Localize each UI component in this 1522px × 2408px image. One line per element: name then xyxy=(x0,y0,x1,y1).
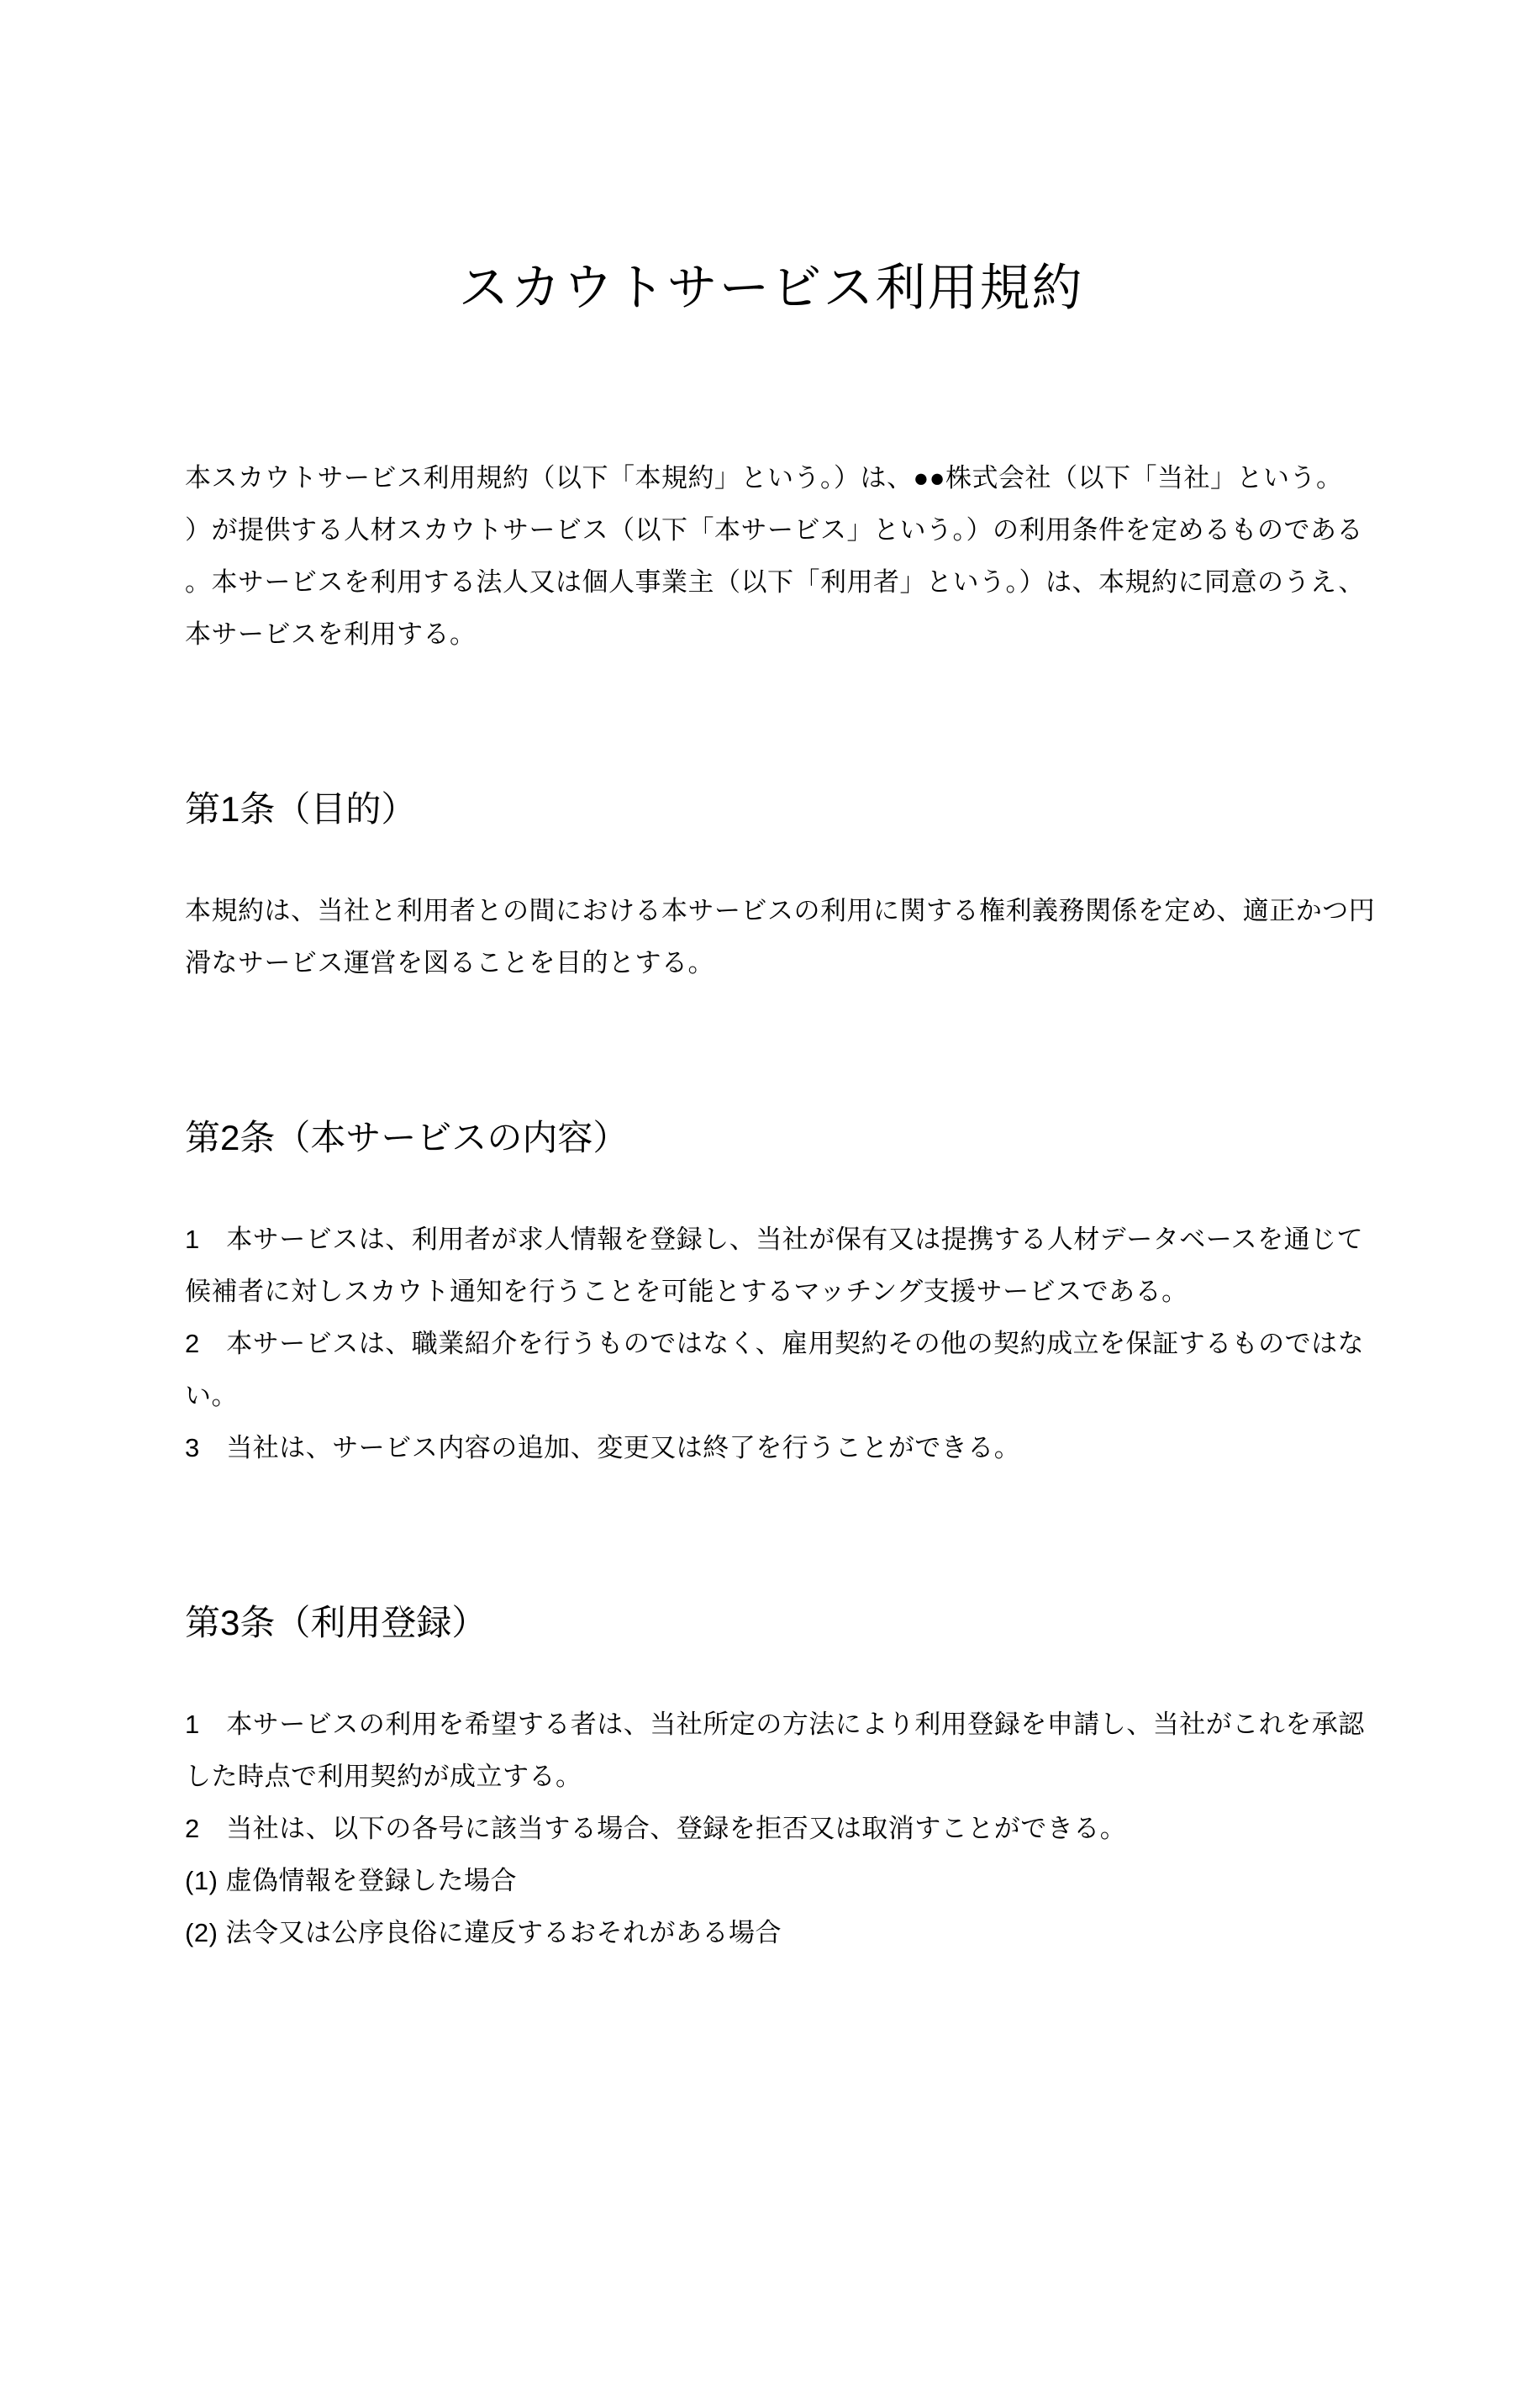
intro-paragraph xyxy=(185,452,1365,661)
article-3-registration xyxy=(185,1602,1365,1959)
article-1-heading: 第1条（目的） xyxy=(185,789,417,829)
article-1-line: 滑なサービス運営を図ることを目的とする。 xyxy=(185,948,714,977)
article-2-line: 3 当社は、サービス内容の追加、変更又は終了を行うことができる。 xyxy=(185,1433,1021,1462)
article-2-line: い。 xyxy=(185,1381,238,1410)
article-1-line: 本規約は、当社と利用者との間における本サービスの利用に関する権利義務関係を定め、適正かつ円 xyxy=(185,896,1376,925)
intro-line: 本スカウトサービス利用規約（以下「本規約」という。）は、●●株式会社（以下「当社」という。 xyxy=(185,463,1343,493)
article-2-heading: 第2条（本サービスの内容） xyxy=(185,1118,629,1157)
article-3-line: 2 当社は、以下の各号に該当する場合、登録を拒否又は取消すことができる。 xyxy=(185,1814,1127,1843)
article-3-subitem: (1) 虚偽情報を登録した場合 xyxy=(185,1866,517,1895)
article-3-body xyxy=(185,1699,1365,1959)
article-1-purpose xyxy=(185,788,1376,989)
article-1-body xyxy=(185,885,1376,989)
article-2-line: 候補者に対しスカウト通知を行うことを可能とするマッチング支援サービスである。 xyxy=(185,1277,1188,1306)
document-page xyxy=(0,256,1522,2408)
article-3-line: した時点で利用契約が成立する。 xyxy=(185,1762,582,1791)
article-2-body xyxy=(185,1214,1365,1474)
document-title: スカウトサービス利用規約 xyxy=(458,260,1084,316)
article-2-line: 1 本サービスは、利用者が求人情報を登録し、当社が保有又は提携する人材データベースを通じて xyxy=(185,1225,1364,1254)
article-3-subitem: (2) 法令又は公序良俗に違反するおそれがある場合 xyxy=(185,1918,782,1947)
article-3-line: 1 本サービスの利用を希望する者は、当社所定の方法により利用登録を申請し、当社がこれを承認 xyxy=(185,1710,1365,1739)
intro-line: ）が提供する人材スカウトサービス（以下「本サービス」という。）の利用条件を定めるものである xyxy=(185,515,1363,545)
article-3-heading: 第3条（利用登録） xyxy=(185,1603,487,1642)
intro-line: 。本サービスを利用する法人又は個人事業主（以下「利用者」という。）は、本規約に同意のうえ、 xyxy=(185,567,1365,597)
intro-line: 本サービスを利用する。 xyxy=(185,619,477,649)
article-2-line: 2 本サービスは、職業紹介を行うものではなく、雇用契約その他の契約成立を保証するものではな xyxy=(185,1329,1365,1358)
article-2-service-content xyxy=(185,1117,1365,1474)
